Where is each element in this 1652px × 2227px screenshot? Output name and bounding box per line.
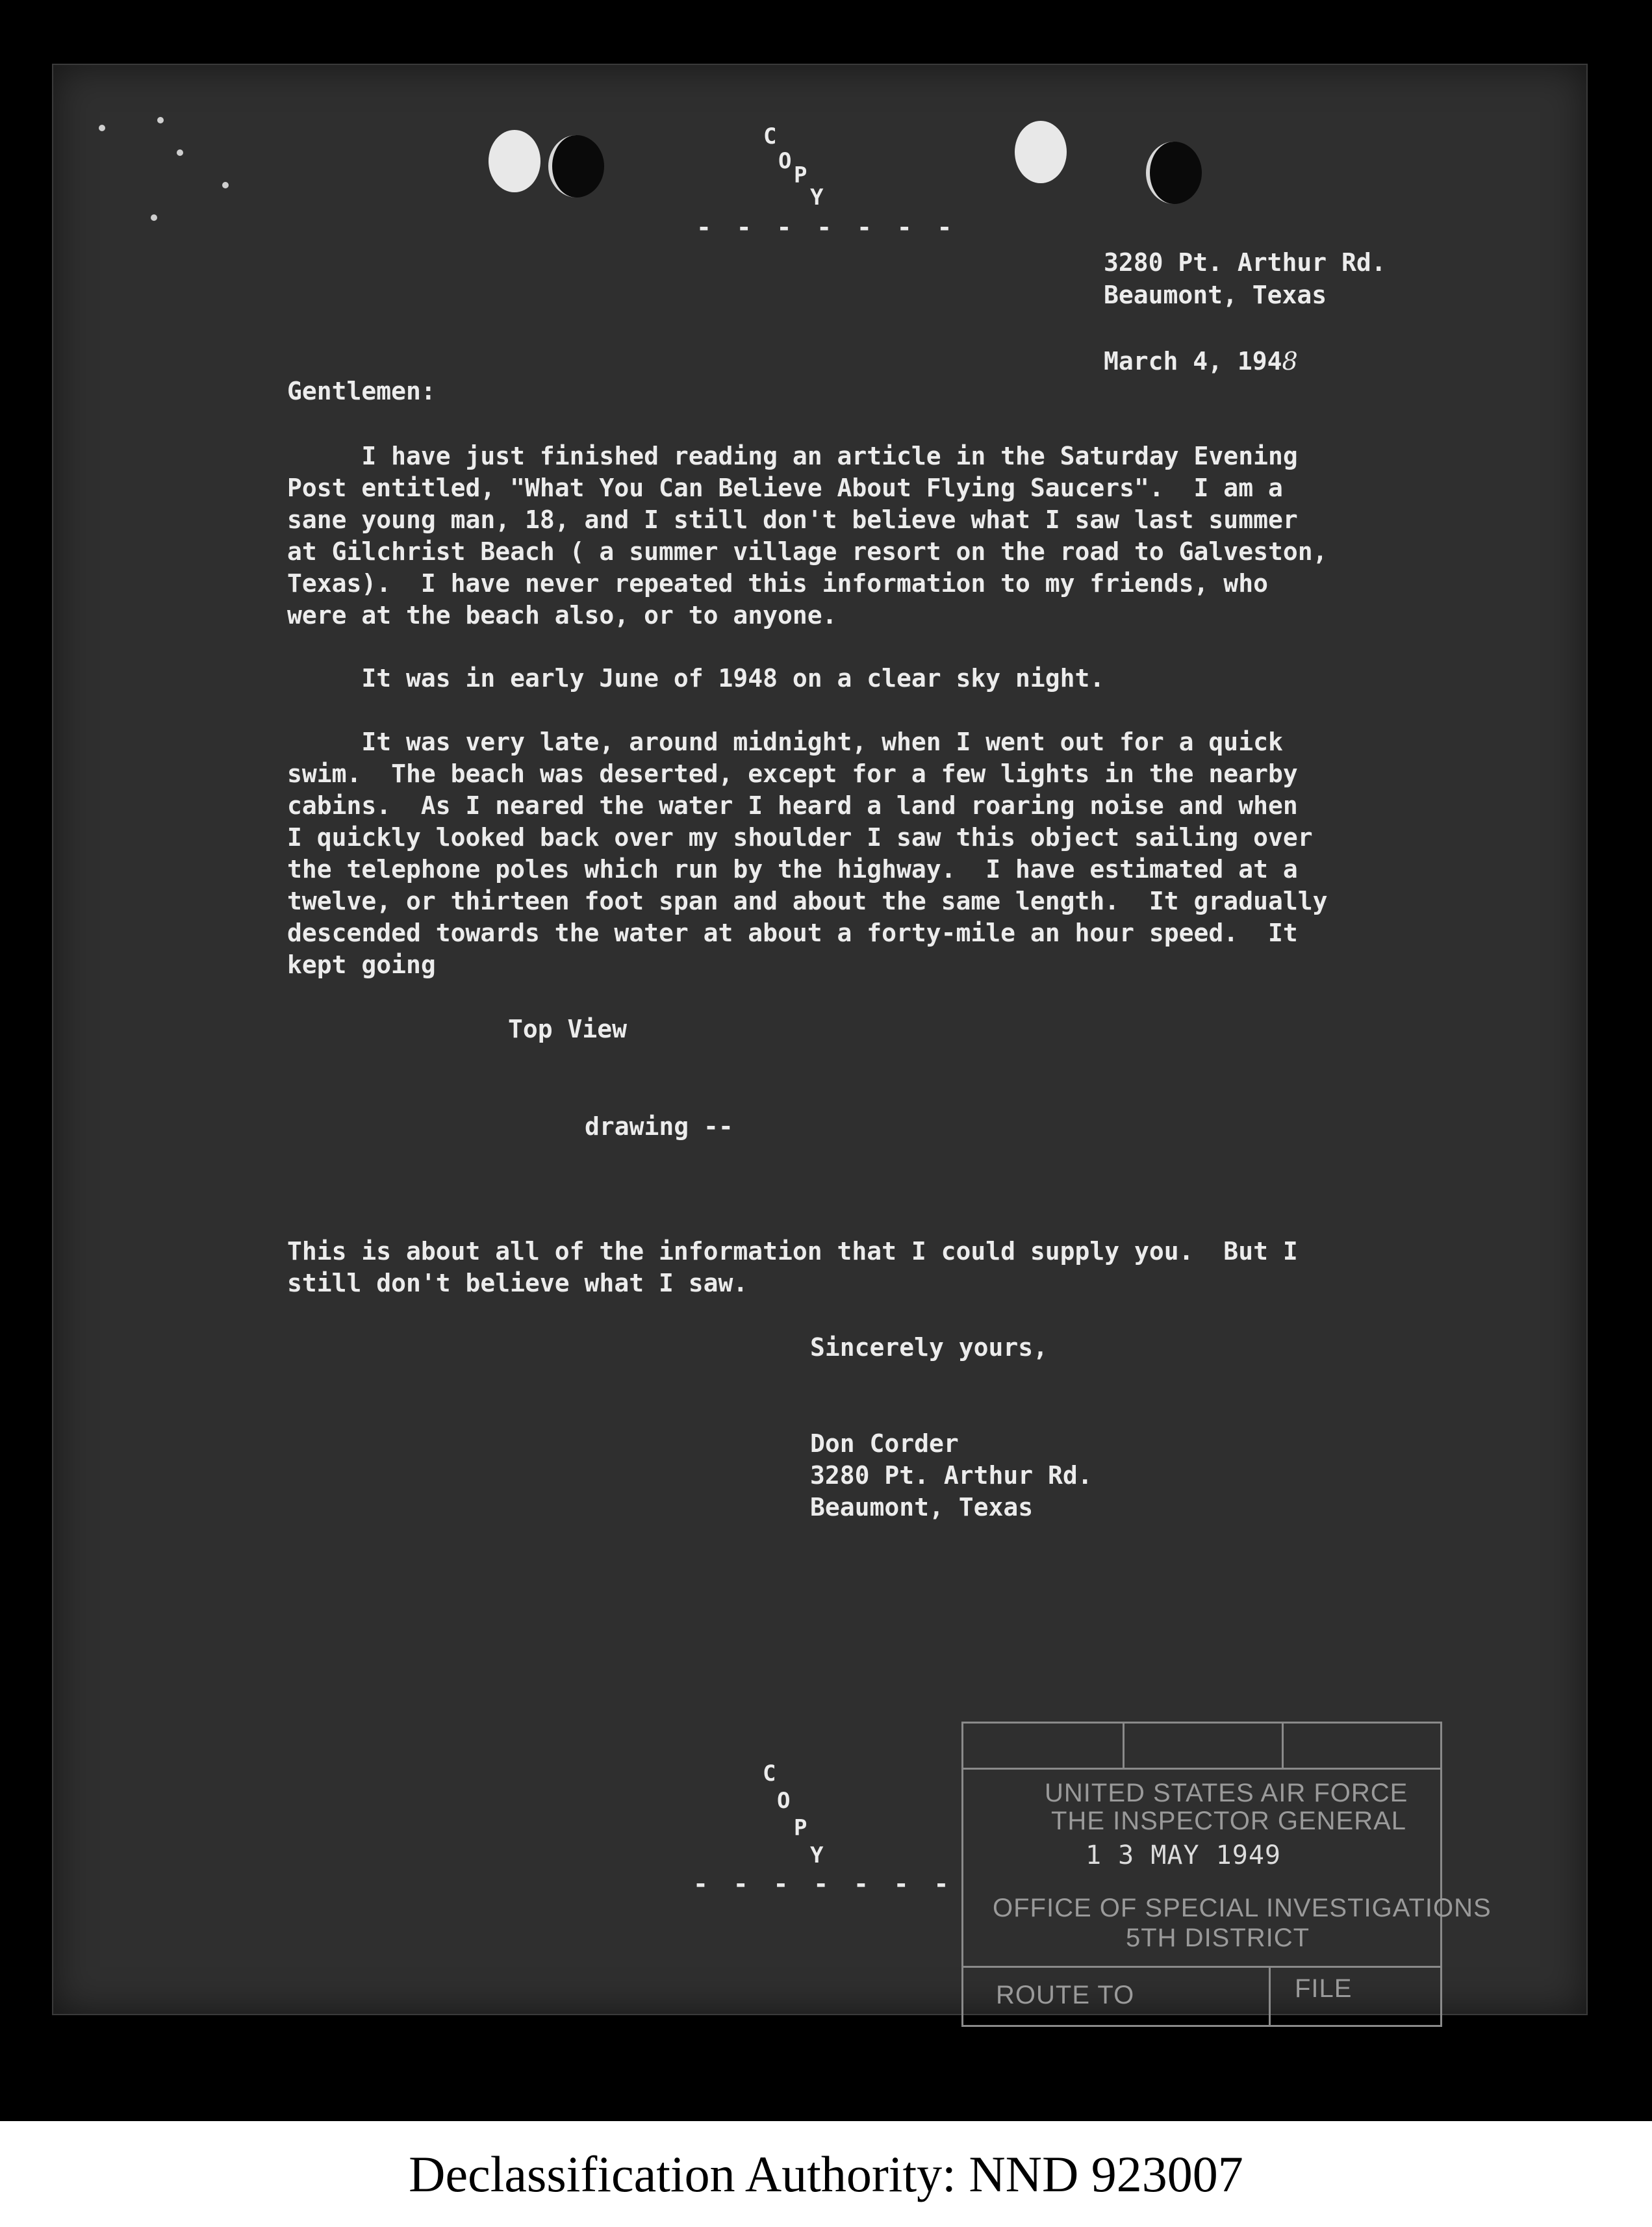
dust-speck-icon <box>177 149 183 156</box>
paragraph-line: Post entitled, "What You Can Believe About Flying Saucers". I am a <box>287 474 1283 502</box>
copy-letter: C <box>763 1761 776 1787</box>
salutation: Gentlemen: <box>287 377 436 405</box>
dust-speck-icon <box>222 182 229 188</box>
copy-letter: Y <box>810 185 824 210</box>
punch-hole-icon <box>1146 142 1202 204</box>
copy-letter: P <box>794 1815 807 1841</box>
paragraph-line: cabins. As I neared the water I heard a land roaring noise and when <box>287 791 1298 820</box>
signer-address-line1: 3280 Pt. Arthur Rd. <box>810 1461 1093 1490</box>
punch-hole-icon <box>1015 121 1067 183</box>
signer-address-line2: Beaumont, Texas <box>810 1493 1034 1521</box>
paragraph-line: still don't believe what I saw. <box>287 1269 748 1297</box>
stamp-top-cells <box>963 1724 1440 1770</box>
dust-speck-icon <box>151 214 157 221</box>
dust-speck-icon <box>99 125 105 131</box>
stamp-date: 1 3 MAY 1949 <box>1086 1840 1281 1870</box>
copy-letter: P <box>794 162 807 188</box>
copy-letter: Y <box>810 1842 824 1868</box>
letter-date-handwritten: 8 <box>1282 347 1298 375</box>
paragraph-line: twelve, or thirteen foot span and about the same length. It gradually <box>287 887 1328 915</box>
copy-letter: O <box>777 1788 791 1814</box>
drawing-label: drawing -- <box>585 1112 733 1141</box>
top-view-label: Top View <box>508 1015 628 1043</box>
paragraph-line: were at the beach also, or to anyone. <box>287 601 837 630</box>
stamp-bottom-row <box>963 1966 1440 2025</box>
stamp-office: THE INSPECTOR GENERAL <box>1051 1807 1407 1835</box>
stamp-divider <box>1269 1968 1271 2025</box>
stamp-route-to: ROUTE TO <box>996 1981 1135 2009</box>
letter-date <box>1104 346 1298 377</box>
copy-letter: C <box>763 123 777 149</box>
declassification-footer: Declassification Authority: NND 923007 <box>0 2121 1652 2227</box>
usaf-received-stamp <box>961 1722 1492 2027</box>
dust-speck-icon <box>157 117 164 123</box>
stamp-osi: OFFICE OF SPECIAL INVESTIGATIONS <box>993 1894 1492 1922</box>
stamp-divider <box>1282 1724 1284 1768</box>
signer-name: Don Corder <box>810 1429 959 1458</box>
stamp-divider <box>1123 1724 1125 1768</box>
sender-address-line2: Beaumont, Texas <box>1104 281 1327 309</box>
paragraph-line: sane young man, 18, and I still don't believe what I saw last summer <box>287 505 1298 534</box>
stamp-district: 5TH DISTRICT <box>1126 1924 1310 1952</box>
closing-sincerely: Sincerely yours, <box>810 1333 1048 1362</box>
stamp-file: FILE <box>1295 1974 1353 2003</box>
punch-hole-icon <box>489 130 540 192</box>
paragraph-line: I have just finished reading an article in the Saturday Evening <box>287 442 1298 470</box>
paragraph-line: It was very late, around midnight, when I went out for a quick <box>287 728 1283 756</box>
copy-dashes: - - - - - - - <box>696 213 958 242</box>
paragraph-line: I quickly looked back over my shoulder I saw this object sailing over <box>287 823 1313 852</box>
paragraph-2: It was in early June of 1948 on a clear sky night. <box>287 664 1105 693</box>
paragraph-line: the telephone poles which run by the highway. I have estimated at a <box>287 855 1298 884</box>
paragraph-line: swim. The beach was deserted, except for a few lights in the nearby <box>287 759 1298 788</box>
paragraph-line: at Gilchrist Beach ( a summer village resort on the road to Galveston, <box>287 537 1328 566</box>
copy-letter: O <box>778 148 792 174</box>
paragraph-line: Texas). I have never repeated this information to my friends, who <box>287 569 1268 598</box>
paragraph-line: kept going <box>287 950 436 979</box>
sender-address-line1: 3280 Pt. Arthur Rd. <box>1104 248 1386 277</box>
paragraph-line: descended towards the water at about a forty-mile an hour speed. It <box>287 919 1298 947</box>
paragraph-line: This is about all of the information that I could supply you. But I <box>287 1237 1298 1266</box>
copy-dashes: - - - - - - - <box>693 1870 954 1898</box>
letter-date-typed: March 4, 194 <box>1104 347 1282 375</box>
stamp-agency: UNITED STATES AIR FORCE <box>1045 1779 1408 1807</box>
punch-hole-icon <box>548 135 604 197</box>
